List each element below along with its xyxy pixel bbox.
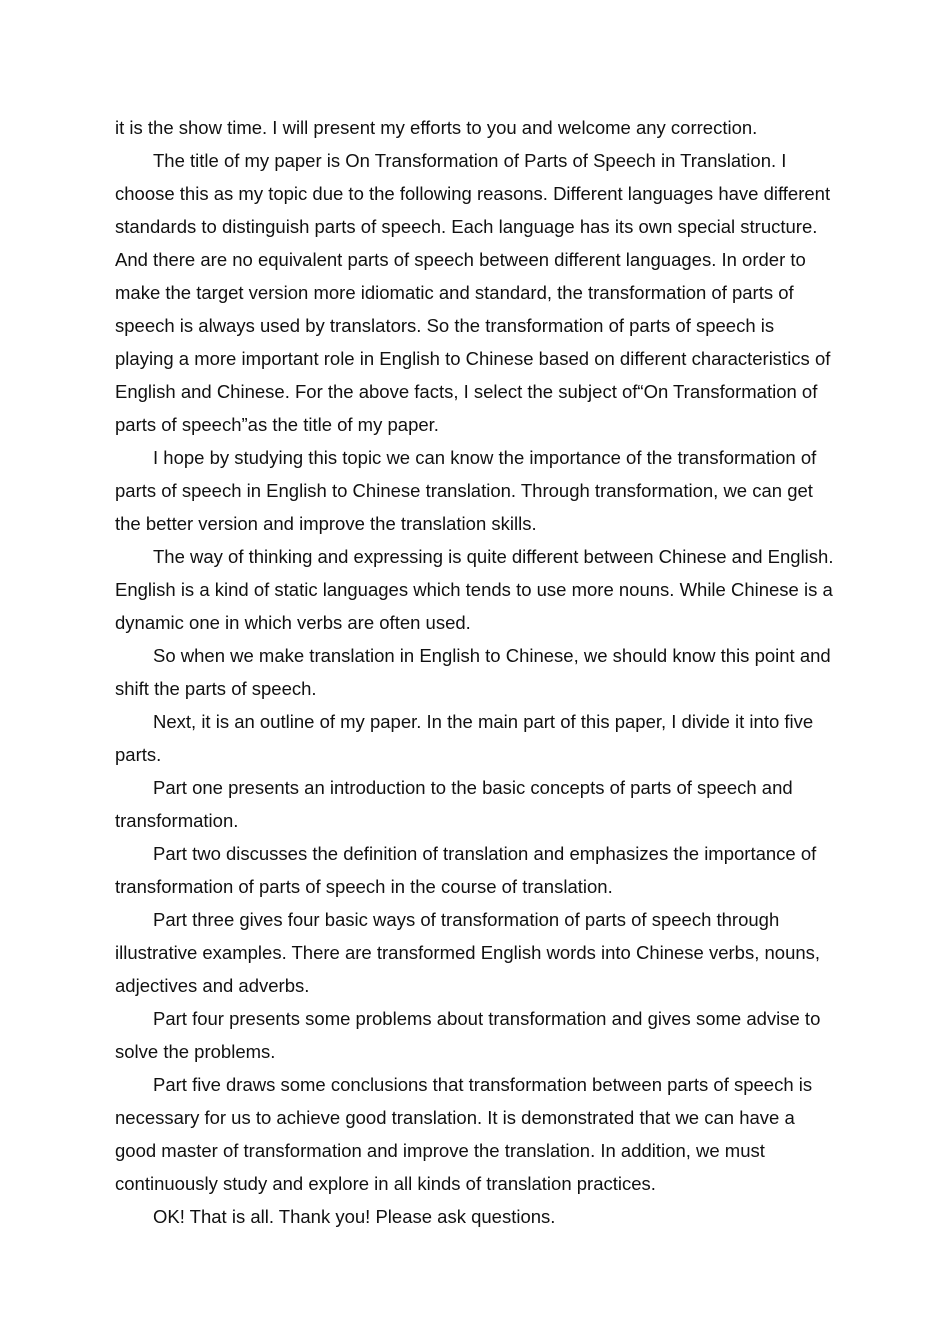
paragraph-outline: Next, it is an outline of my paper. In the main part of this paper, I divide it into five parts. [115,711,814,765]
paragraph-part-four: Part four presents some problems about transformation and gives some advise to solve the problems. [115,1008,821,1062]
document-page [115,111,835,1233]
paragraph-hope: I hope by studying this topic we can know the importance of the transformation of parts of speech in English to Chinese translation. Through transformation, we can get the better version and improve the translation skills. [115,447,817,534]
paragraph-part-five: Part five draws some conclusions that transformation between parts of speech is necessary for us to achieve good translation. It is demonstrated that we can have a good master of transformation and improve the translation. In addition, we must continuously study and explore in all kinds of translation practices. [115,1074,813,1194]
paragraph-intro: it is the show time. I will present my efforts to you and welcome any correction. [115,117,758,138]
paragraph-part-three: Part three gives four basic ways of transformation of parts of speech through illustrative examples. There are transformed English words into Chinese verbs, nouns, adjectives and adverbs. [115,909,821,996]
paragraph-shift: So when we make translation in English to Chinese, we should know this point and shift the parts of speech. [115,645,831,699]
paragraph-title-reasons: The title of my paper is On Transformation of Parts of Speech in Translation. I choose this as my topic due to the following reasons. Different languages have different standards to distinguish parts of speech. Each language has its own special structure. And there are no equivalent parts of speech between different languages. In order to make the target version more idiomatic and standard, the transformation of parts of speech is always used by translators. So the transformation of parts of speech is playing a more important role in English to Chinese based on different characteristics of English and Chinese. For the above facts, I select the subject of“On Transformation of parts of speech”as the title of my paper. [115,150,831,435]
paragraph-part-two: Part two discusses the definition of translation and emphasizes the importance of transformation of parts of speech in the course of translation. [115,843,817,897]
paragraph-thinking: The way of thinking and expressing is quite different between Chinese and English. English is a kind of static languages which tends to use more nouns. While Chinese is a dynamic one in which verbs are often used. [115,546,834,633]
paragraph-part-one: Part one presents an introduction to the basic concepts of parts of speech and transformation. [115,777,793,831]
paragraph-closing: OK! That is all. Thank you! Please ask questions. [153,1206,556,1227]
